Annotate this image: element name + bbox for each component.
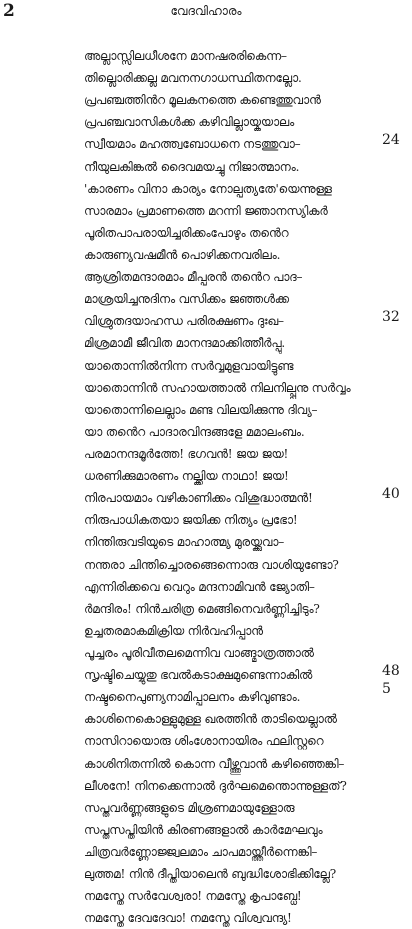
verse-line: സൃഷ്ടിചെയ്യുതു ഭവൽകടാക്ഷമുണ്ടെന്നാകിൽ (84, 668, 313, 683)
verse-line: പ്രപഞ്ചവാസികൾക്ക കഴിവില്ലായ്കയാലം (84, 115, 295, 130)
verse-number: 48 (382, 663, 400, 680)
verse-line: മിശ്രമാമീ ജീവിത മാനന്ദമാക്കിത്തീർപ്പു. (84, 336, 286, 351)
verse-line: കാശിനെകൊള്ളുമുള്ള ഖരത്തിൻ താടിയെല്ലാൽ (84, 712, 337, 727)
verse-line: ഉച്ചതരമാകമിക്രിയ നിർവഹിപ്പാൻ (84, 623, 263, 638)
verse-line: ആശ്രിതമന്ദാരമാം മീപ്പരൻ തൻെറ പാദ– (84, 270, 303, 285)
verse-line: യാ തൻെറ പാദാരവിന്ദങ്ങളേ മമാലംബം. (84, 424, 305, 439)
verse-line: സാരമാം പ്രമാണത്തെ മറന്നി ജ്ഞാനസ്യികർ (84, 203, 328, 218)
verse-line: കാശിനിതന്നിൽ കൊന്ന വീഴ്ത്തുവാൻ കഴിഞ്ഞെങ്കി– (84, 756, 345, 771)
verse-line: നാസിറായൊരു ശിംശോനായിരം ഫലിസ്റ്ററെ (84, 734, 324, 749)
verse-line: നിരപായമാം വഴികാണിക്കം വിശുദ്ധാത്മൻ! (84, 491, 313, 506)
verse-line: നഷ്ടനൈപുണ്യനാമിപ്പാലനം കഴിവുണ്ടാം. (84, 690, 301, 705)
verse-line: പ്രപഞ്ചത്തിൻറ മൂലകനത്തെ കണ്ടെത്തുവാൻ (84, 93, 321, 108)
verse-line: സപ്തവർണ്ണങ്ങളുടെ മിശ്രണമായുള്ളോരു (84, 800, 295, 815)
verse-number: 5 (382, 681, 391, 697)
verse-line: ചിത്രവർണ്ണോജ്ജ്വലമാം ചാപമായ്ത്തീർന്നെങ്കി– (84, 844, 318, 859)
verse-line: നിരുപാധികതയാ ജയിക്ക നിത്യം പ്രഭോ! (84, 513, 298, 528)
verse-line: നമസ്തേ സർവേശ്വരാ! നമസ്തേ കൃപാബ്ധേ! (84, 889, 302, 904)
verse-line: തില്ലൊരിക്കല്ല മവനനഗാധസ്ഥിതനല്ലോ. (84, 71, 302, 86)
verse-line: നന്തരാ ചിന്തിച്ചൊരങ്ങെന്നൊരു വാശിയുണ്ടോ? (84, 557, 339, 572)
verse-line: ധരണിക്കുമാരണം നല്ക്കിയ നാഥാ! ജയ! (84, 469, 289, 484)
verse-line: ലീശനേ! നിനക്കെന്നാൽ ദുർഘമെന്തൊന്നുള്ളത്? (84, 778, 347, 793)
verse-line: പരമാനന്ദമൂർത്തേ! ഭഗവൻ! ജയ ജയ! (84, 446, 289, 461)
verse-line: യാതൊന്നിൽനിന്ന സർവ്വമുളവായിട്ടുണ്ട (84, 358, 294, 373)
verse-line: മാശ്രയിച്ചനുദിനം വസിക്കം ജഞ്ഞൾക്ക (84, 292, 289, 307)
verse-number: 32 (382, 309, 400, 326)
verse-line: സ്വീയമാം മഹത്ത്വബോധനെ നടത്തുവാ– (84, 137, 301, 152)
verse-line: നിന്തിരുവടിയുടെ മാഹാത്മ്യ മുരയ്ക്കുവാ– (84, 535, 285, 550)
verse-line: വിശ്രുതദയാഹന്ധ പരിരക്ഷണം ദുഃഖ– (84, 314, 284, 329)
verse-line: പൂച്ചരം പൂരിവീതലമെന്നിവ വാങ്ങ്മാത്രത്താൽ (84, 645, 314, 660)
page-number: 2 (3, 1, 15, 21)
verse-block (84, 45, 354, 929)
verse-line: സപ്തസപ്തിയിൻ കിരണങ്ങളാൽ കാർമേഘവും (84, 822, 323, 837)
verse-line: പൂരിതപാപരായിച്ചരിക്കംപോഴും തൻെറ (84, 225, 289, 240)
verse-line: ർമന്ദിരം! നിൻചരിത്ര മെങ്ങിനെവർണ്ണിച്ചിടും? (84, 601, 320, 616)
verse-line: യാതൊന്നിൻ സഹായത്താൽ നിലനില്പ്പനു സർവ്വം (84, 380, 351, 395)
verse-line: എന്നിരിക്കവെ വെറും മന്ദനാമിവൻ ജ്യോതി– (84, 579, 315, 594)
verse-number: 24 (382, 132, 400, 149)
verse-line: യാതൊന്നിലെല്ലാം മണ്ട വിലയിക്കുന്നു ദിവ്യ– (84, 402, 318, 417)
verse-line: നീയുലകിങ്കൽ ദൈവമയച്ചു നിജാത്മാനം. (84, 159, 300, 174)
running-head: വേദവിഹാരം (170, 4, 242, 18)
verse-line: നമസ്തേ ദേവദേവാ! നമസ്തേ വിശ്വവന്ദ്യ! (84, 911, 292, 926)
verse-line: 'കാരണം വിനാ കാര്യം നോല്പത്യതേ'യെന്നുള്ള (84, 181, 332, 196)
verse-line: കാരുണ്യവഷമീൻ പൊഴിക്കനവരിലം. (84, 247, 281, 262)
verse-line: അല്ലാസ്സിലധീശനേ മാനഷരരികെന്ന– (84, 49, 287, 63)
verse-number: 40 (382, 486, 400, 503)
verse-line: ലുത്തമ! നിൻ ദീപ്തിയാലെൻ ബുദ്ധിശോഭിക്കില്ലേ? (84, 867, 336, 882)
